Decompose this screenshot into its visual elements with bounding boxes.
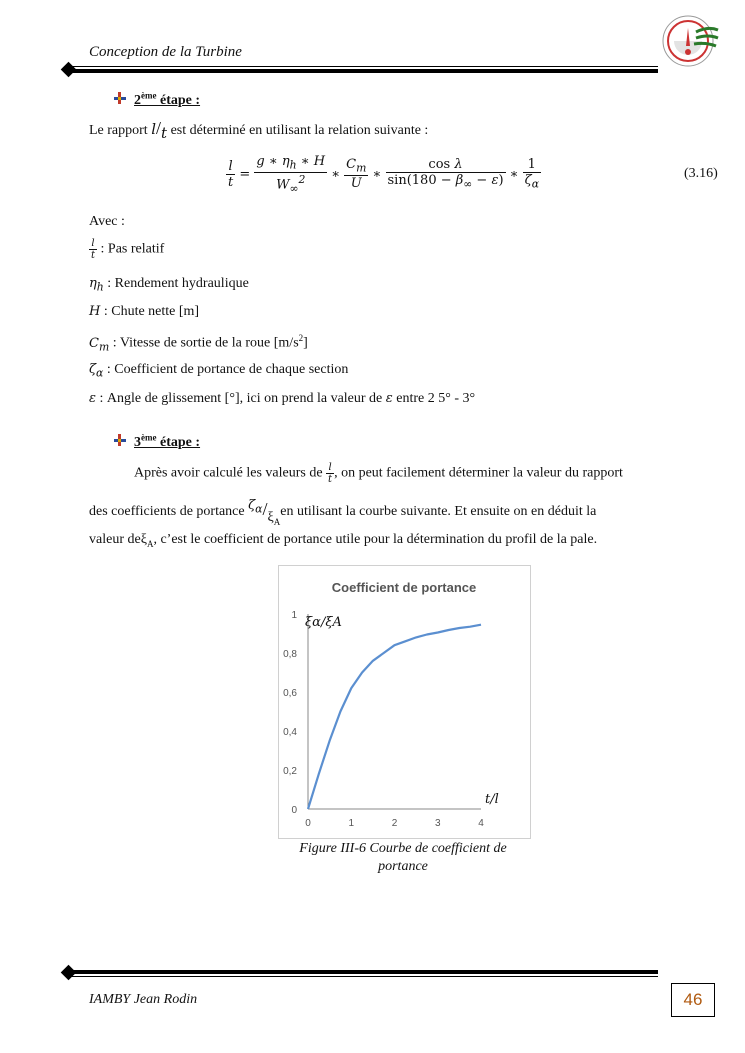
logo-icon (660, 12, 720, 70)
definition-eta: $\eta_h$ : Rendement hydraulique (89, 276, 249, 294)
x-tick-label: 3 (434, 818, 441, 829)
x-tick-label: 1 (348, 818, 355, 829)
y-tick-label: 0,4 (283, 727, 297, 738)
y-tick-label: 1 (291, 610, 297, 621)
page-number: 46 (671, 983, 715, 1017)
y-axis-label: ξα/ξA (305, 615, 342, 630)
step2-heading: 2ème étape : (134, 90, 201, 108)
x-tick-label: 4 (478, 818, 484, 829)
y-tick-label: 0 (291, 805, 297, 816)
paragraph-line-3: valeur deξ$_A$, c’est le coefficient de portance utile pour la détermination du profil de la pale. (89, 532, 598, 549)
equation-3-16: $\frac{l}{t}$ = $\frac{g ∗ \eta_h ∗ H}{W_\infty^2}$ ∗ $\frac{C_m}{U}$ ∗ $\frac{\text{cos λ}}{\sin(180 - \beta_\infty - \varepsilon)}$ ∗ $\frac{1}{\zeta_\alpha}$ (228, 154, 539, 195)
footer-rule-thin (68, 976, 658, 977)
y-tick-label: 0,2 (283, 766, 297, 777)
equation-number: (3.16) (684, 166, 718, 181)
footer-rule-thick (68, 970, 658, 974)
chart-svg (279, 566, 530, 838)
paragraph-line-1: Après avoir calculé les valeurs de $\frac{l}{t}$ , on peut facilement déterminer la valeur du rapport (134, 462, 623, 485)
definition-H: H : Chute nette [m] (89, 304, 200, 319)
x-tick-label: 0 (305, 818, 311, 829)
figure-caption: Figure III-6 Courbe de coefficient de portance (299, 841, 507, 874)
chart-title: Coefficient de portance (331, 580, 477, 595)
footer-author: IAMBY Jean Rodin (89, 992, 198, 1007)
definition-epsilon: ε : Angle de glissement [°], ici on prend la valeur de ε entre 2 5° - 3° (89, 391, 476, 406)
paragraph-line-2: des coefficients de portance $\zeta_\alpha/\xi_Aen$ utilisant la courbe suivante. Et ensuite on en déduit la (89, 498, 597, 527)
rapport-intro: Le rapport l/t est déterminé en utilisant la relation suivante : (89, 118, 429, 142)
step3-bullet-icon (114, 434, 126, 446)
definition-zeta: $\zeta_\alpha$ : Coefficient de portance de chaque section (89, 362, 349, 380)
y-tick-label: 0,8 (283, 649, 297, 660)
header-rule-thin (68, 66, 658, 67)
header-rule-thick (68, 69, 658, 73)
x-tick-label: 2 (391, 818, 398, 829)
chart-container (278, 565, 531, 839)
y-tick-label: 0,6 (283, 688, 297, 699)
step3-heading: 3ème étape : (134, 432, 201, 450)
definition-lt: $\frac{l}{t}$ : Pas relatif (91, 238, 165, 261)
definition-Cm: $C_m$ : Vitesse de sortie de la roue $[m/s^2]$ (89, 333, 308, 354)
page-header-title: Conception de la Turbine (89, 44, 242, 60)
x-axis-label: t/l (485, 792, 499, 807)
series-line (308, 625, 481, 809)
avec-label: Avec : (89, 214, 125, 229)
step2-bullet-icon (114, 92, 126, 104)
university-logo (660, 12, 720, 70)
